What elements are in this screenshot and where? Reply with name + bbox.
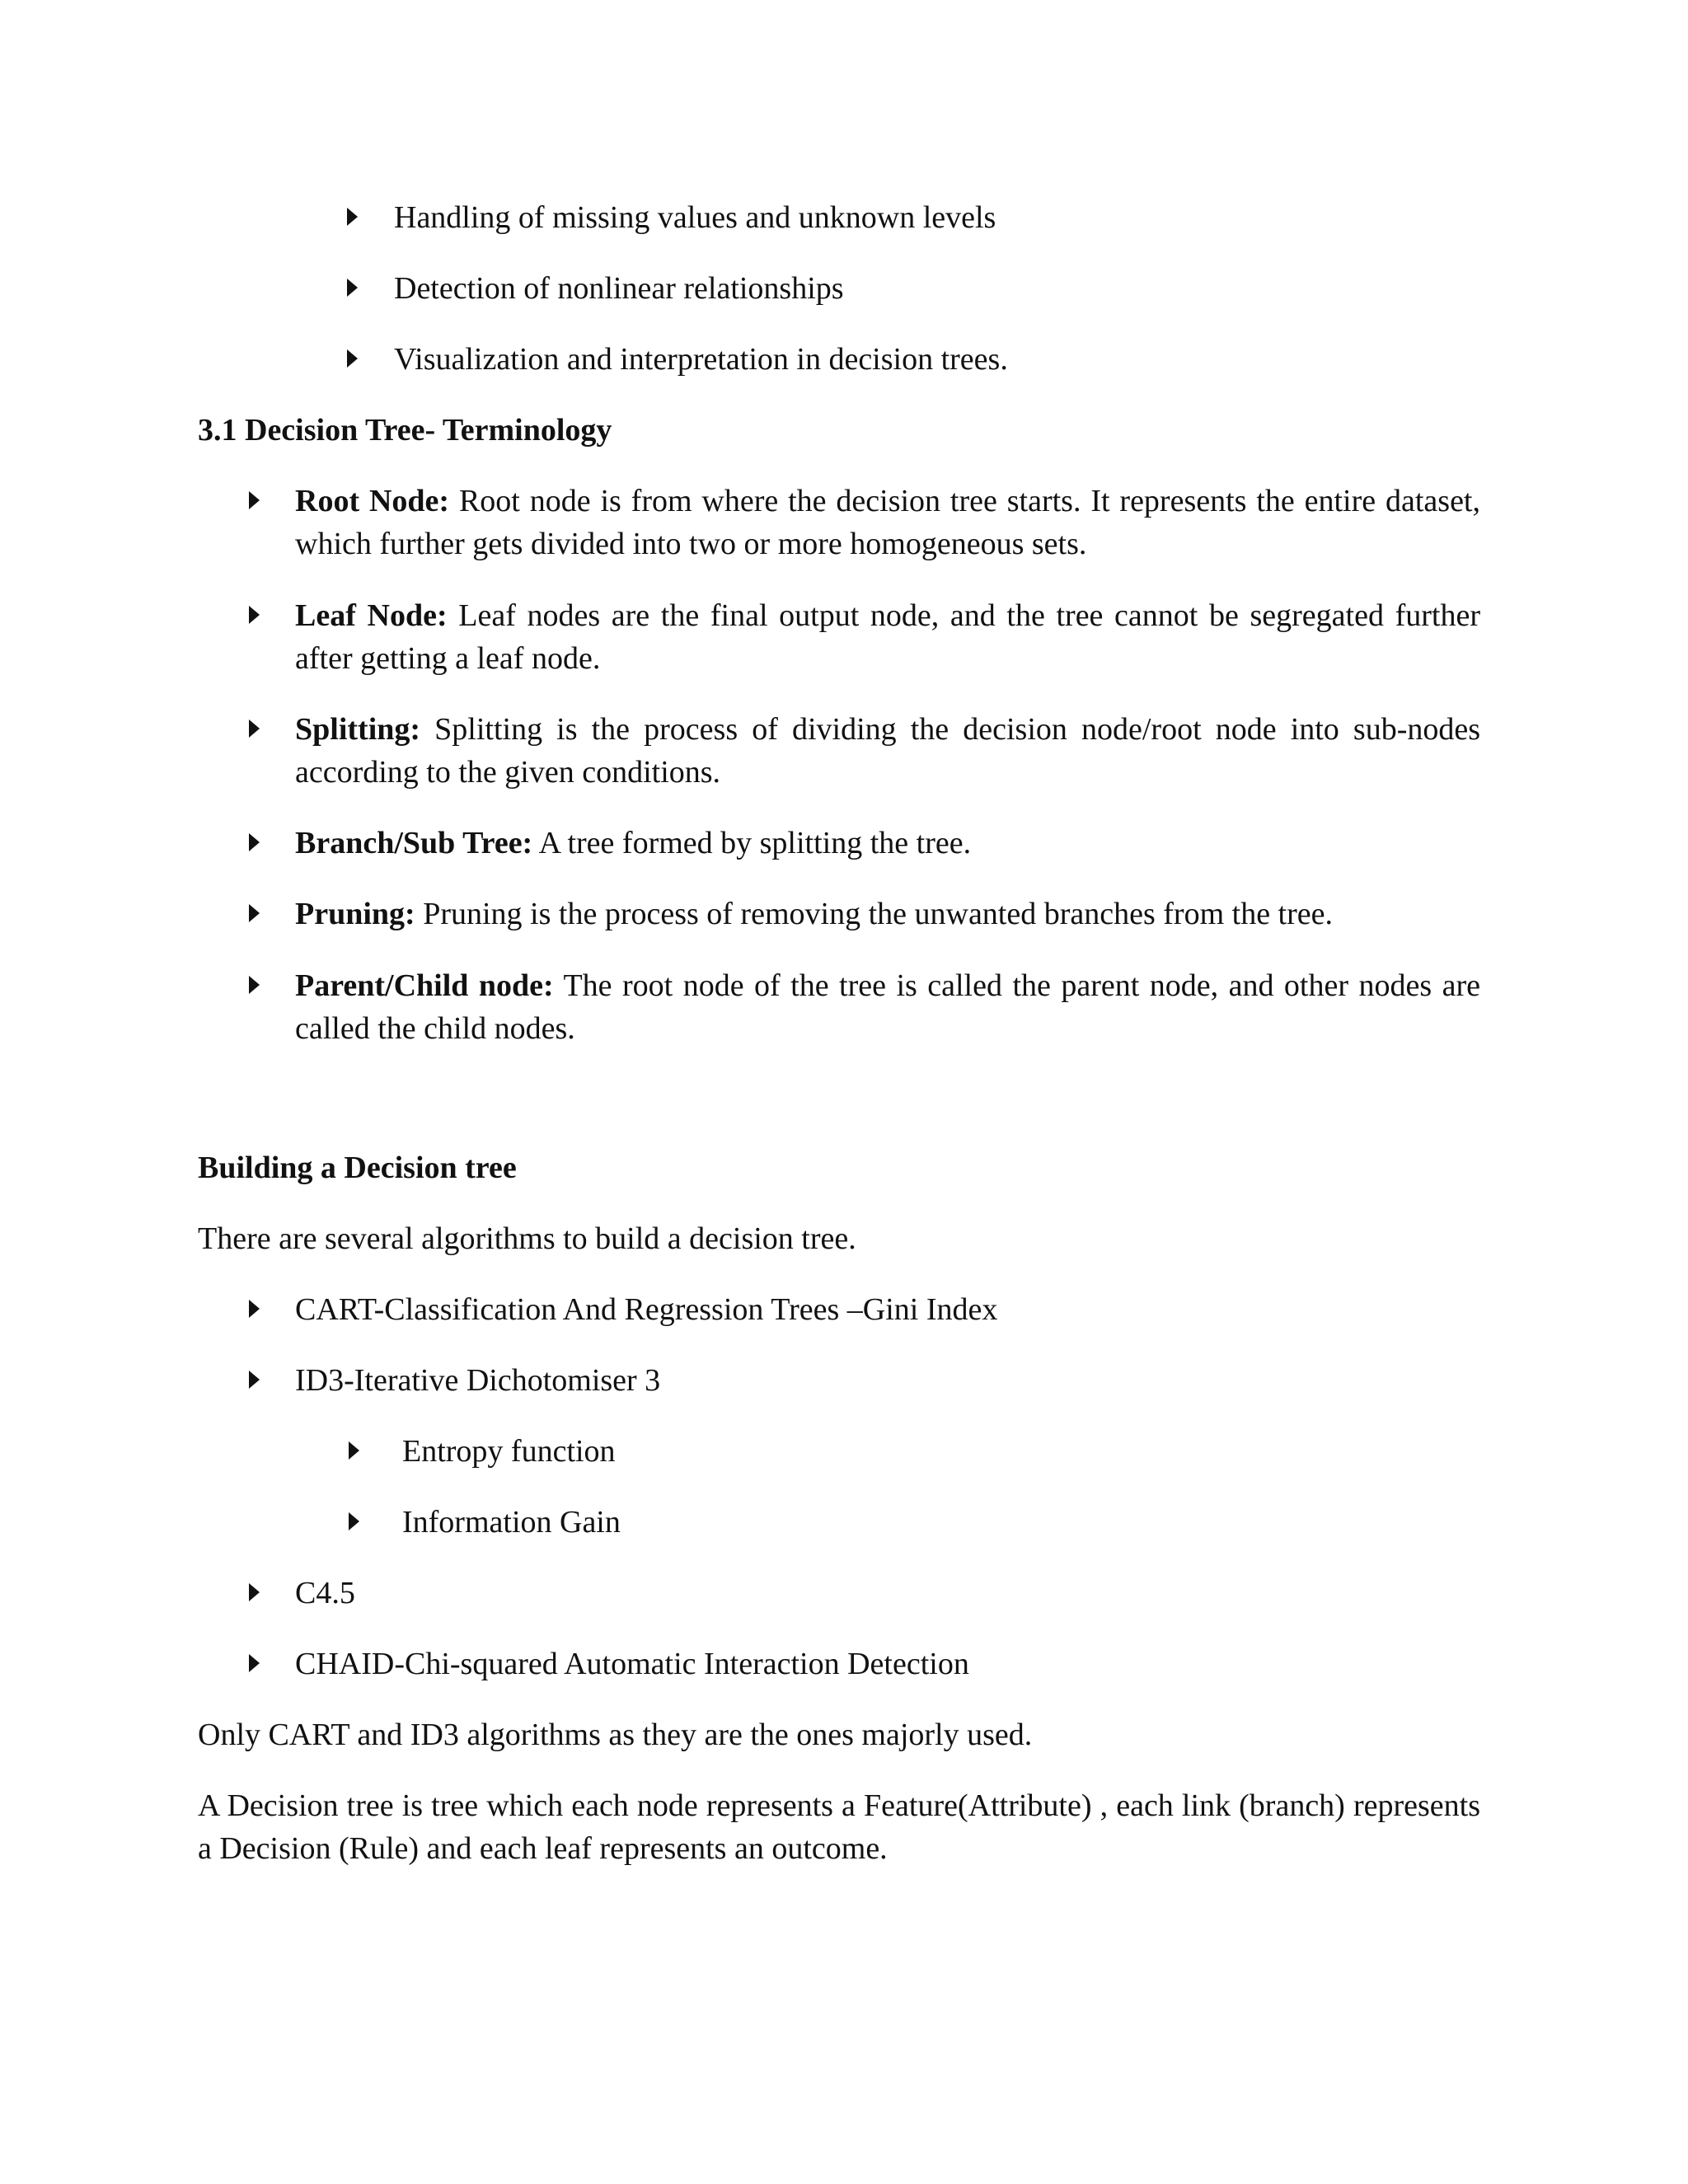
- triangle-bullet-icon: [249, 833, 260, 851]
- term-label: Parent/Child node:: [295, 968, 554, 1003]
- term-label: Root Node:: [295, 484, 450, 518]
- algorithm-item-cart: CART-Classification And Regression Trees –Gini Index: [295, 1292, 998, 1327]
- decision-tree-definition: A Decision tree is tree which each node represents a Feature(Attribute) , each link (branch) represents a Decision (Rule) and each leaf represents an outcome.: [198, 1788, 1480, 1866]
- term-description: Splitting is the process of dividing the decision node/root node into sub-nodes according to the given conditions.: [295, 712, 1480, 790]
- triangle-bullet-icon: [249, 719, 260, 738]
- triangle-bullet-icon: [349, 1441, 359, 1460]
- triangle-bullet-icon: [347, 349, 358, 368]
- triangle-bullet-icon: [347, 208, 358, 226]
- term-item-parent-child: [295, 964, 1480, 1050]
- algorithm-item-c45: C4.5: [295, 1576, 355, 1610]
- term-item-branch: [295, 822, 1480, 865]
- term-description: A tree formed by splitting the tree.: [538, 826, 972, 860]
- triangle-bullet-icon: [249, 1371, 260, 1389]
- intro-bullet: Detection of nonlinear relationships: [394, 271, 844, 306]
- id3-subitem-information-gain: Information Gain: [402, 1505, 621, 1540]
- triangle-bullet-icon: [347, 279, 358, 297]
- term-item-root-node: [295, 480, 1480, 565]
- term-item-leaf-node: [295, 594, 1480, 680]
- intro-bullet: Handling of missing values and unknown levels: [394, 200, 996, 235]
- term-label: Branch/Sub Tree:: [295, 826, 533, 860]
- triangle-bullet-icon: [249, 1583, 260, 1601]
- term-label: Leaf Node:: [295, 598, 448, 633]
- algorithm-item-id3: ID3-Iterative Dichotomiser 3: [295, 1363, 661, 1398]
- term-description: Root node is from where the decision tree starts. It represents the entire dataset, which further gets divided into two or more homogeneous sets.: [295, 484, 1480, 561]
- section-heading-terminology: 3.1 Decision Tree- Terminology: [198, 413, 612, 448]
- algorithm-item-chaid: CHAID-Chi-squared Automatic Interaction Detection: [295, 1647, 969, 1681]
- term-item-pruning: [295, 893, 1480, 935]
- term-description: The root node of the tree is called the parent node, and other nodes are called the child nodes.: [295, 968, 1480, 1046]
- term-description: Pruning is the process of removing the unwanted branches from the tree.: [423, 897, 1334, 931]
- triangle-bullet-icon: [249, 976, 260, 994]
- term-item-splitting: [295, 708, 1480, 794]
- triangle-bullet-icon: [249, 606, 260, 624]
- building-note: Only CART and ID3 algorithms as they are the ones majorly used.: [198, 1718, 1033, 1752]
- section-heading-building: Building a Decision tree: [198, 1151, 517, 1185]
- term-description: Leaf nodes are the final output node, and the tree cannot be segregated further after getting a leaf node.: [295, 598, 1480, 676]
- triangle-bullet-icon: [349, 1512, 359, 1530]
- triangle-bullet-icon: [249, 491, 260, 509]
- building-intro: There are several algorithms to build a decision tree.: [198, 1221, 856, 1256]
- intro-bullet: Visualization and interpretation in decision trees.: [394, 342, 1008, 377]
- term-label: Splitting:: [295, 712, 421, 747]
- id3-subitem-entropy: Entropy function: [402, 1434, 616, 1469]
- term-label: Pruning:: [295, 897, 415, 931]
- triangle-bullet-icon: [249, 904, 260, 922]
- triangle-bullet-icon: [249, 1654, 260, 1672]
- triangle-bullet-icon: [249, 1300, 260, 1318]
